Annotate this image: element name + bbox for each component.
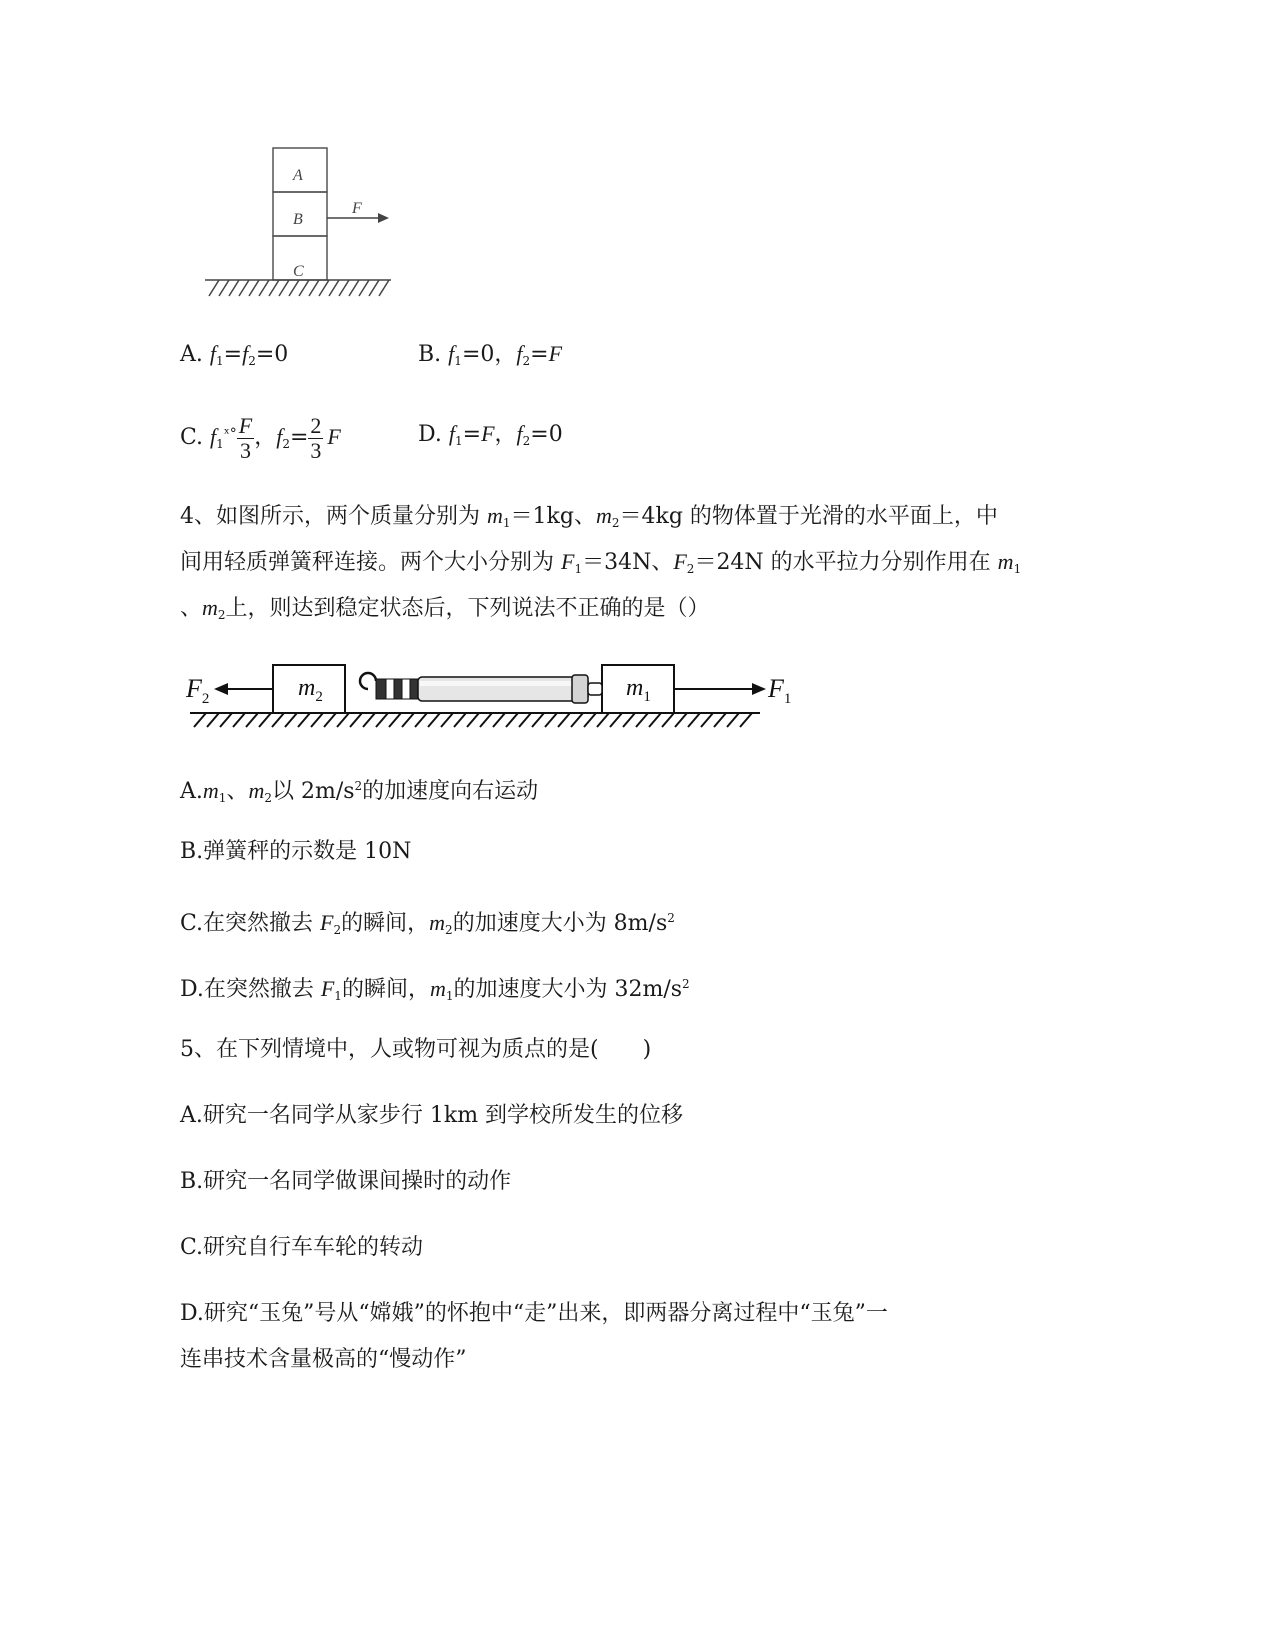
hatch-mark	[389, 713, 401, 727]
q4-option-b: B.弹簧秤的示数是 10N	[180, 839, 412, 864]
q3-option-d: D. $f_1=F$，$f_2=0$	[418, 421, 563, 448]
spring-scale-band-5	[410, 679, 418, 699]
q3-option-a: A. $f_1=f_2=0$	[180, 341, 289, 368]
hatch-mark	[454, 713, 466, 727]
hatch-mark	[272, 713, 284, 727]
hatch-mark	[194, 713, 206, 727]
hatch-mark	[480, 713, 492, 727]
spring-scale-band-2	[386, 679, 394, 699]
spring-scale-ring	[588, 683, 602, 695]
q4-option-a: $A.m_1$、$m_2$以 $2m/s^2$的加速度向右运动	[180, 778, 539, 805]
spring-scale-band-4	[402, 679, 410, 699]
hatch-mark	[207, 713, 219, 727]
q4-option-c: C.在突然撤去 $F_2$的瞬间，$m_2$的加速度大小为 $8m/s^2$	[180, 910, 675, 937]
hatch-mark	[688, 713, 700, 727]
force-arrowhead	[378, 213, 389, 223]
hatch-mark	[349, 280, 359, 296]
hatch-mark	[311, 713, 323, 727]
q3-option-b: B. $f_1=0$，$f_2=F$	[418, 341, 563, 368]
hatch-mark	[675, 713, 687, 727]
spring-scale-figure	[180, 655, 800, 735]
q4-stem-line-2: 间用轻质弹簧秤连接。两个大小分别为 $F_1=34N$、$F_2=24N$ 的水平拉力分别作用在 $m_1$	[180, 549, 1022, 576]
spring-scale-band-1	[376, 679, 386, 699]
hatch-mark	[610, 713, 622, 727]
q5-stem: 5、在下列情境中，人或物可视为质点的是( )	[180, 1037, 652, 1062]
force-f2-arrowhead	[214, 683, 228, 695]
hatch-mark	[359, 280, 369, 296]
spring-scale-band-3	[394, 679, 402, 699]
hatch-mark	[279, 280, 289, 296]
hatch-mark	[636, 713, 648, 727]
q4-option-d: D.在突然撤去 $F_1$的瞬间，$m_1$的加速度大小为 $32m/s^2$	[180, 976, 690, 1003]
hatch-mark	[597, 713, 609, 727]
hatch-mark	[441, 713, 453, 727]
spring-scale-hook	[360, 673, 376, 689]
hatch-mark	[369, 280, 379, 296]
hatch-mark	[584, 713, 596, 727]
hatch-mark	[220, 713, 232, 727]
hatch-mark	[506, 713, 518, 727]
fraction-f-over-3: $\frac{F}{3}$	[238, 412, 253, 463]
force-label: F	[352, 200, 362, 217]
hatch-mark	[209, 280, 219, 296]
hatch-mark	[623, 713, 635, 727]
hatch-mark	[350, 713, 362, 727]
hatch-mark	[493, 713, 505, 727]
hatch-mark	[289, 280, 299, 296]
hatch-mark	[649, 713, 661, 727]
force-f1-arrowhead	[752, 683, 766, 695]
hatch-mark	[363, 713, 375, 727]
spring-scale-highlight	[420, 681, 586, 686]
hatch-mark	[558, 713, 570, 727]
hatch-mark	[662, 713, 674, 727]
stacked-blocks-figure	[195, 140, 405, 305]
block-b-label: B	[293, 211, 303, 228]
q4-stem-line-1: 4、如图所示，两个质量分别为 $m_1=1kg$、$m_2=4kg$ 的物体置于光滑的水平面上，中	[180, 503, 998, 530]
hatch-mark	[428, 713, 440, 727]
hatch-mark	[249, 280, 259, 296]
block-c-label: C	[293, 263, 304, 280]
hatch-mark	[740, 713, 752, 727]
block-m1-label: $m_1$	[626, 675, 651, 705]
hatch-mark	[259, 280, 269, 296]
hatch-mark	[298, 713, 310, 727]
hatch-mark	[467, 713, 479, 727]
hatch-mark	[329, 280, 339, 296]
hatch-mark	[309, 280, 319, 296]
spring-scale-body	[418, 677, 588, 701]
hatch-mark	[339, 280, 349, 296]
ground-hatching-2	[194, 713, 752, 727]
force-f1-label: $F_1$	[768, 674, 792, 707]
hatch-mark	[337, 713, 349, 727]
block-m2-label: $m_2$	[298, 675, 323, 705]
hatch-mark	[239, 280, 249, 296]
ground-hatching	[209, 280, 389, 296]
hatch-mark	[319, 280, 329, 296]
hatch-mark	[229, 280, 239, 296]
block-a-label: A	[293, 167, 303, 184]
hatch-mark	[415, 713, 427, 727]
hatch-mark	[376, 713, 388, 727]
hatch-mark	[519, 713, 531, 727]
q5-option-c: C.研究自行车车轮的转动	[180, 1235, 424, 1260]
q5-option-d-line-2: 连串技术含量极高的“慢动作”	[180, 1347, 467, 1372]
fraction-2-over-3: $\frac{2}{3}$	[310, 412, 322, 463]
hatch-mark	[571, 713, 583, 727]
hatch-mark	[701, 713, 713, 727]
hatch-mark	[727, 713, 739, 727]
hatch-mark	[299, 280, 309, 296]
hatch-mark	[545, 713, 557, 727]
q3-option-c: C. $f_1^{ˣ^\circ}$ $\frac{F}{3}$ ，$f_2=$ $\frac{2}{3}$ F	[180, 412, 341, 463]
hatch-mark	[259, 713, 271, 727]
q4-stem-line-3: 、$m_2$上，则达到稳定状态后，下列说法不正确的是（）	[180, 595, 710, 622]
hatch-mark	[285, 713, 297, 727]
hatch-mark	[532, 713, 544, 727]
hatch-mark	[402, 713, 414, 727]
hatch-mark	[246, 713, 258, 727]
q5-option-b: B.研究一名同学做课间操时的动作	[180, 1169, 512, 1194]
hatch-mark	[233, 713, 245, 727]
q5-option-a: A.研究一名同学从家步行 1km 到学校所发生的位移	[180, 1103, 684, 1128]
hatch-mark	[219, 280, 229, 296]
hatch-mark	[324, 713, 336, 727]
force-f2-label: $F_2$	[186, 674, 210, 707]
hatch-mark	[269, 280, 279, 296]
hatch-mark	[714, 713, 726, 727]
spring-scale-cap	[572, 675, 588, 703]
hatch-mark	[379, 280, 389, 296]
q5-option-d-line-1: D.研究“玉兔”号从“嫦娥”的怀抱中“走”出来，即两器分离过程中“玉兔”一	[180, 1301, 888, 1326]
